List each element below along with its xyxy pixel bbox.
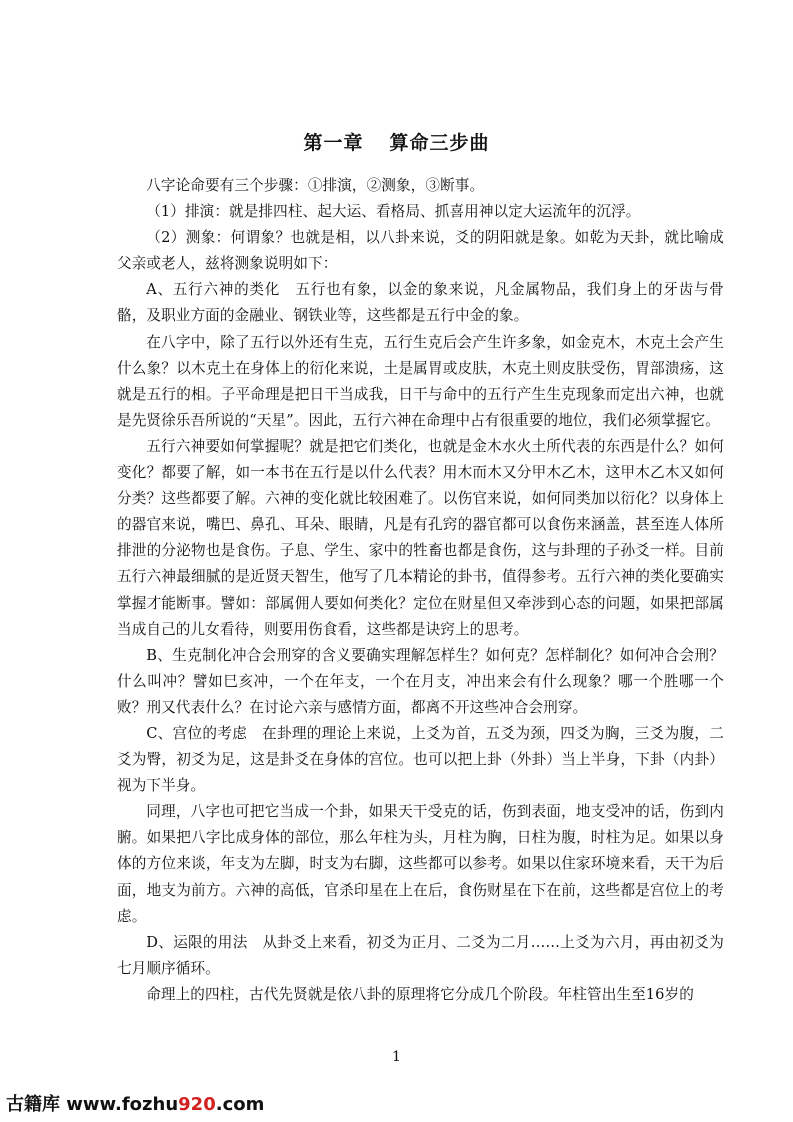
page-number: 1 [392, 1049, 401, 1065]
watermark-suffix: .com [215, 1094, 265, 1115]
paragraph-c-2: 同理，八字也可把它当成一个卦，如果天干受克的话，伤到表面，地支受冲的话，伤到内腑。如果把八字比成身体的部位，那么年柱为头，月柱为胸，日柱为腹，时柱为足。如果以身体的方位来谈，年支为左脚，时支为右脚，这些都可以参考。如果以住家环境来看，天干为后面，地支为前方。六神的高低，官杀印星在上在后，食伤财星在下在前，这些都是宫位上的考虑。 [117, 803, 724, 925]
paragraph-section-c: C、宫位的考虑 在卦理的理论上来说，上爻为首，五爻为颈，四爻为胸，三爻为腹，二爻为臀，初爻为足，这是卦爻在身体的宫位。也可以把上卦（外卦）当上半身，下卦（内卦）视为下半身。 [117, 724, 724, 795]
paragraph-section-a: A、五行六神的类化 五行也有象，以金的象来说，凡金属物品，我们身上的牙齿与骨骼，及职业方面的金融业、钢铁业等，这些都是五行中金的象。 [117, 281, 724, 325]
chapter-name: 算命三步曲 [389, 132, 490, 154]
paragraph-section-d: D、运限的用法 从卦爻上来看，初爻为正月、二爻为二月……上爻为六月，再由初爻为七月顺序循环。 [117, 933, 724, 977]
paragraph-a-2: 在八字中，除了五行以外还有生克，五行生克后会产生许多象，如金克木，木克土会产生什么象？以木克土在身体上的衍化来说，土是属胃或皮肤，木克土则皮肤受伤，胃部溃疡，这就是五行的相。子平命理是把日干当成我，日干与命中的五行产生生克现象而定出六神，也就是先贤徐乐吾所说的“天星”。因此，五行六神在命理中占有很重要的地位，我们必须掌握它。 [117, 333, 724, 429]
paragraph-d-2: 命理上的四柱，古代先贤就是依八卦的原理将它分成几个阶段。年柱管出生至16岁的 [146, 985, 694, 1003]
paragraph-step-2: （2）测象：何谓象？也就是相，以八卦来说，爻的阴阳就是象。如乾为天卦，就比喻成父亲或老人，兹将测象说明如下： [117, 229, 724, 273]
watermark-prefix: 古籍库 www.fozhu [6, 1094, 179, 1115]
paragraph-intro: 八字论命要有三个步骤：①排演，②测象，③断事。 [146, 177, 485, 194]
site-watermark [6, 1090, 264, 1116]
chapter-number: 第一章 [303, 132, 364, 154]
paragraph-a-3: 五行六神要如何掌握呢？就是把它们类化，也就是金木水火土所代表的东西是什么？如何变化？都要了解，如一本书在五行是以什么代表？用木而木又分甲木乙木，这甲木乙木又如何分类？这些都要了解。六神的变化就比较困难了。以伤官来说，如何同类加以衍化？以身体上的器官来说，嘴巴、鼻孔、耳朵、眼睛，凡是有孔窍的器官都可以食伤来涵盖，甚至连人体所排泄的分泌物也是食伤。子息、学生、家中的牲畜也都是食伤，这与卦理的子孙爻一样。目前五行六神最细腻的是近贤天智生，他写了几本精论的卦书，值得参考。五行六神的类化要确实掌握才能断事。譬如：部属佣人要如何类化？定位在财星但又牵涉到心态的问题，如果把部属当成自己的儿女看待，则要用伤食看，这些都是诀窍上的思考。 [117, 437, 724, 638]
chapter-title [0, 128, 793, 155]
body-text [117, 173, 724, 1008]
watermark-highlight: 920 [178, 1094, 216, 1115]
paragraph-step-1: （1）排演：就是排四柱、起大运、看格局、抓喜用神以定大运流年的沉浮。 [146, 203, 641, 221]
paragraph-section-b: B、生克制化冲合会刑穿的含义要确实理解怎样生？如何克？怎样制化？如何冲合会刑？什么叫冲？譬如巳亥冲，一个在年支，一个在月支，冲出来会有什么现象？哪一个胜哪一个败？刑又代表什么？在讨论六亲与感情方面，都离不开这些冲合会刑穿。 [117, 646, 724, 716]
